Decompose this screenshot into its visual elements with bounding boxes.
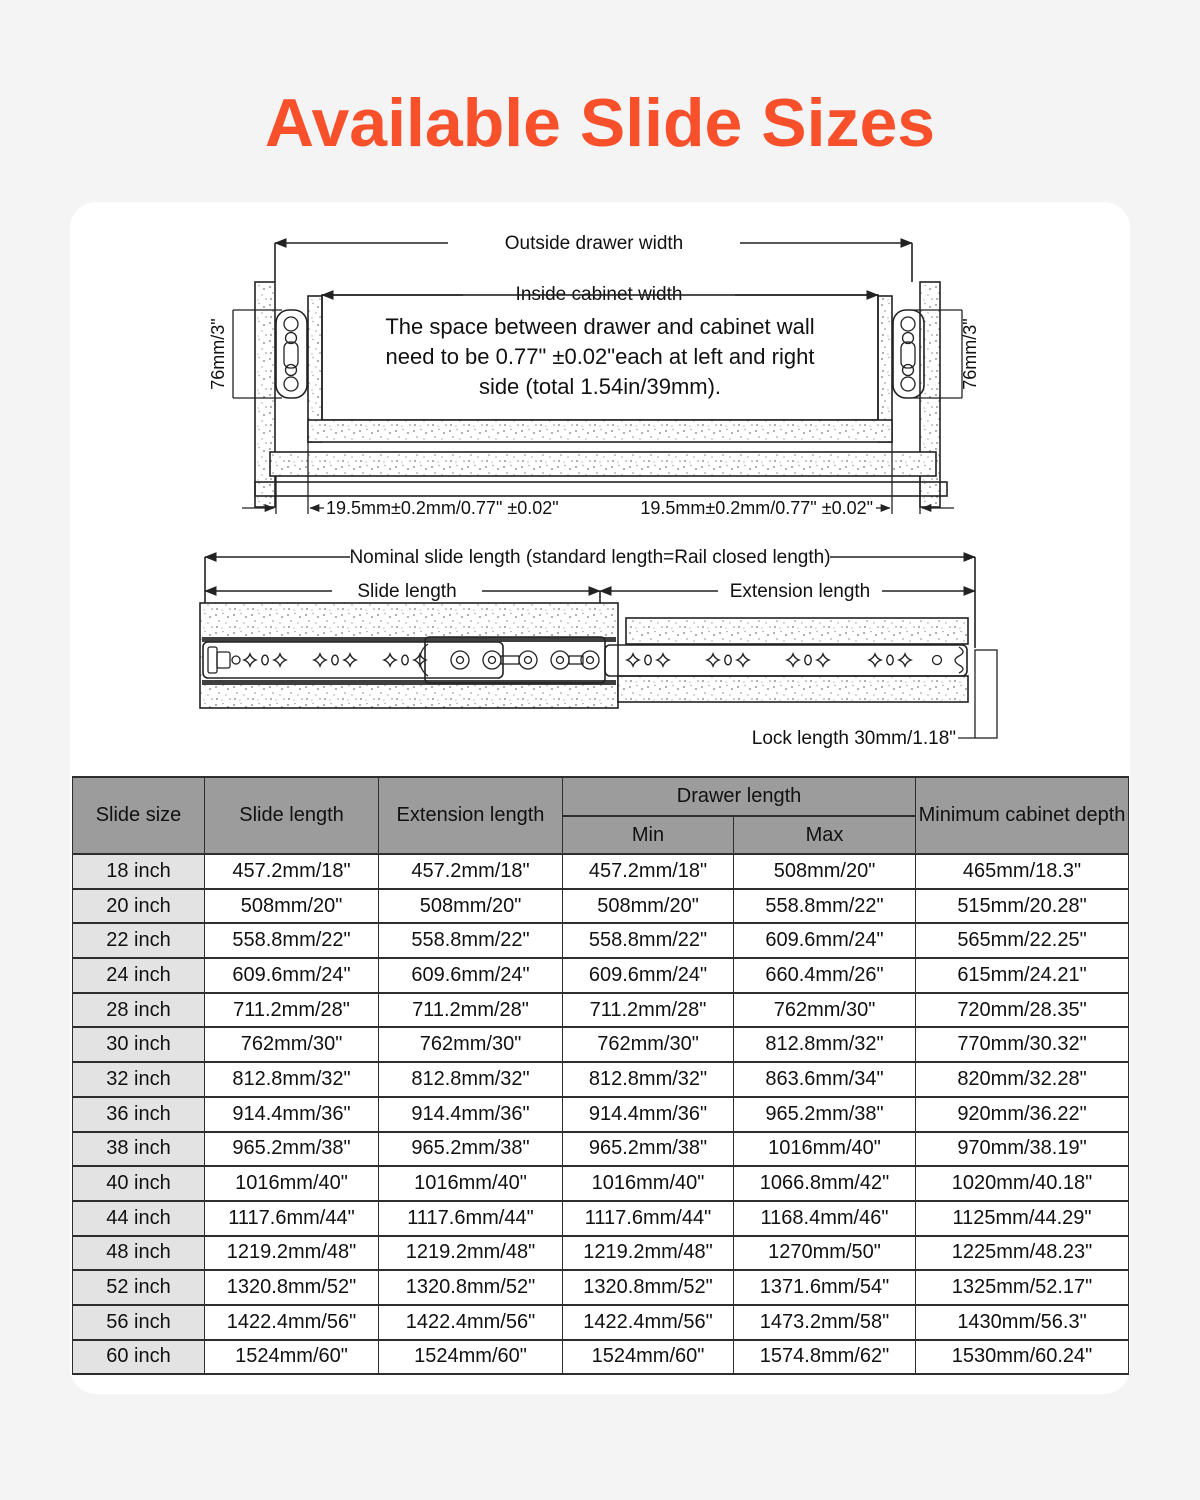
value-cell: 1016mm/40" <box>379 1166 563 1201</box>
slide-size-cell: 22 inch <box>73 923 205 958</box>
value-cell: 1225mm/48.23" <box>916 1236 1129 1271</box>
value-cell: 609.6mm/24" <box>563 958 734 993</box>
value-cell: 711.2mm/28" <box>205 993 379 1028</box>
value-cell: 812.8mm/32" <box>563 1062 734 1097</box>
cabinet-base-line <box>255 482 947 496</box>
value-cell: 920mm/36.22" <box>916 1097 1129 1132</box>
slide-size-cell: 52 inch <box>73 1270 205 1305</box>
value-cell: 660.4mm/26" <box>734 958 916 993</box>
value-cell: 711.2mm/28" <box>379 993 563 1028</box>
page-title: Available Slide Sizes <box>264 85 936 161</box>
drawer-member-top <box>626 618 968 644</box>
value-cell: 812.8mm/32" <box>734 1027 916 1062</box>
value-cell: 965.2mm/38" <box>734 1097 916 1132</box>
outside-width-dimension <box>275 233 912 282</box>
table-row <box>73 1132 1129 1167</box>
slide-length-label: Slide length <box>357 581 457 602</box>
value-cell: 558.8mm/22" <box>734 889 916 924</box>
value-cell: 1422.4mm/56" <box>563 1305 734 1340</box>
spacing-note-line1: The space between drawer and cabinet wall <box>385 314 815 339</box>
table-row <box>73 1062 1129 1097</box>
header-slide-length: Slide length <box>205 777 379 854</box>
drawer-bottom-panel <box>308 420 892 442</box>
value-cell: 812.8mm/32" <box>379 1062 563 1097</box>
drawer-width-diagram <box>70 212 1130 522</box>
value-cell: 508mm/20" <box>205 889 379 924</box>
value-cell: 1371.6mm/54" <box>734 1270 916 1305</box>
value-cell: 762mm/30" <box>205 1027 379 1062</box>
value-cell: 762mm/30" <box>734 993 916 1028</box>
value-cell: 1574.8mm/62" <box>734 1340 916 1375</box>
table-row <box>73 1236 1129 1271</box>
table-row <box>73 1340 1129 1375</box>
table-row <box>73 1027 1129 1062</box>
value-cell: 863.6mm/34" <box>734 1062 916 1097</box>
value-cell: 457.2mm/18" <box>379 854 563 889</box>
spacing-note-line3: side (total 1.54in/39mm). <box>478 374 722 399</box>
extension-rail <box>605 645 967 676</box>
slide-size-cell: 40 inch <box>73 1166 205 1201</box>
value-cell: 914.4mm/36" <box>563 1097 734 1132</box>
value-cell: 1320.8mm/52" <box>563 1270 734 1305</box>
value-cell: 558.8mm/22" <box>205 923 379 958</box>
value-cell: 914.4mm/36" <box>205 1097 379 1132</box>
value-cell: 770mm/30.32" <box>916 1027 1129 1062</box>
value-cell: 914.4mm/36" <box>379 1097 563 1132</box>
value-cell: 820mm/32.28" <box>916 1062 1129 1097</box>
slide-size-cell: 20 inch <box>73 889 205 924</box>
value-cell: 1219.2mm/48" <box>205 1236 379 1271</box>
value-cell: 457.2mm/18" <box>205 854 379 889</box>
value-cell: 720mm/28.35" <box>916 993 1129 1028</box>
value-cell: 1117.6mm/44" <box>563 1201 734 1236</box>
slide-size-cell: 56 inch <box>73 1305 205 1340</box>
header-extension-length: Extension length <box>379 777 563 854</box>
slide-size-table <box>72 776 1129 1375</box>
value-cell: 1066.8mm/42" <box>734 1166 916 1201</box>
gap-label-left: 19.5mm±0.2mm/0.77" ±0.02" <box>326 498 559 518</box>
gap-label-right: 19.5mm±0.2mm/0.77" ±0.02" <box>640 498 873 518</box>
outside-width-label: Outside drawer width <box>504 233 684 254</box>
spacing-note-line2: need to be 0.77" ±0.02"each at left and right <box>385 344 815 369</box>
value-cell: 965.2mm/38" <box>205 1132 379 1167</box>
slide-height-label-right: 76mm/3" <box>960 318 980 390</box>
value-cell: 1117.6mm/44" <box>205 1201 379 1236</box>
value-cell: 508mm/20" <box>734 854 916 889</box>
slide-size-cell: 18 inch <box>73 854 205 889</box>
slide-size-cell: 38 inch <box>73 1132 205 1167</box>
size-table-body <box>73 854 1129 1374</box>
value-cell: 508mm/20" <box>563 889 734 924</box>
value-cell: 1430mm/56.3" <box>916 1305 1129 1340</box>
header-drawer-max: Max <box>734 816 916 854</box>
value-cell: 1168.4mm/46" <box>734 1201 916 1236</box>
value-cell: 1473.2mm/58" <box>734 1305 916 1340</box>
table-row <box>73 993 1129 1028</box>
extension-length-label: Extension length <box>729 581 871 602</box>
value-cell: 711.2mm/28" <box>563 993 734 1028</box>
value-cell: 1016mm/40" <box>563 1166 734 1201</box>
table-header <box>73 777 1129 854</box>
value-cell: 1422.4mm/56" <box>379 1305 563 1340</box>
value-cell: 565mm/22.25" <box>916 923 1129 958</box>
value-cell: 609.6mm/24" <box>379 958 563 993</box>
value-cell: 558.8mm/22" <box>379 923 563 958</box>
header-drawer-length: Drawer length <box>563 777 916 816</box>
slide-size-cell: 28 inch <box>73 993 205 1028</box>
value-cell: 1219.2mm/48" <box>563 1236 734 1271</box>
table-row <box>73 889 1129 924</box>
value-cell: 1524mm/60" <box>205 1340 379 1375</box>
value-cell: 1270mm/50" <box>734 1236 916 1271</box>
table-row <box>73 923 1129 958</box>
rail-break-squiggle <box>955 647 963 673</box>
slide-size-cell: 60 inch <box>73 1340 205 1375</box>
value-cell: 965.2mm/38" <box>379 1132 563 1167</box>
value-cell: 1125mm/44.29" <box>916 1201 1129 1236</box>
table-row <box>73 854 1129 889</box>
value-cell: 812.8mm/32" <box>205 1062 379 1097</box>
header-slide-size: Slide size <box>73 777 205 854</box>
cabinet-bottom-panel <box>270 452 936 476</box>
slide-length-diagram <box>70 540 1130 770</box>
slide-size-cell: 32 inch <box>73 1062 205 1097</box>
value-cell: 1219.2mm/48" <box>379 1236 563 1271</box>
value-cell: 1117.6mm/44" <box>379 1201 563 1236</box>
value-cell: 1016mm/40" <box>205 1166 379 1201</box>
value-cell: 515mm/20.28" <box>916 889 1129 924</box>
value-cell: 609.6mm/24" <box>734 923 916 958</box>
table-row <box>73 1201 1129 1236</box>
value-cell: 965.2mm/38" <box>563 1132 734 1167</box>
value-cell: 465mm/18.3" <box>916 854 1129 889</box>
value-cell: 762mm/30" <box>563 1027 734 1062</box>
lock-length-label: Lock length 30mm/1.18" <box>751 728 956 749</box>
extension-length-dimension <box>600 581 975 602</box>
value-cell: 1016mm/40" <box>734 1132 916 1167</box>
value-cell: 1530mm/60.24" <box>916 1340 1129 1375</box>
slide-size-cell: 48 inch <box>73 1236 205 1271</box>
table-row <box>73 1305 1129 1340</box>
value-cell: 609.6mm/24" <box>205 958 379 993</box>
table-row <box>73 1166 1129 1201</box>
slide-size-cell: 36 inch <box>73 1097 205 1132</box>
table-row <box>73 1270 1129 1305</box>
value-cell: 1524mm/60" <box>379 1340 563 1375</box>
value-cell: 615mm/24.21" <box>916 958 1129 993</box>
value-cell: 1320.8mm/52" <box>379 1270 563 1305</box>
inside-width-label: Inside cabinet width <box>515 284 683 305</box>
table-row <box>73 958 1129 993</box>
value-cell: 762mm/30" <box>379 1027 563 1062</box>
value-cell: 1422.4mm/56" <box>205 1305 379 1340</box>
value-cell: 457.2mm/18" <box>563 854 734 889</box>
drawer-member-bottom <box>618 676 968 702</box>
nominal-length-label: Nominal slide length (standard length=Rail closed length) <box>349 547 831 568</box>
slide-cross-section-left <box>276 310 307 398</box>
header-min-cabinet-depth: Minimum cabinet depth <box>916 777 1129 854</box>
slide-size-cell: 44 inch <box>73 1201 205 1236</box>
slide-height-label-left: 76mm/3" <box>208 318 228 390</box>
value-cell: 508mm/20" <box>379 889 563 924</box>
header-drawer-min: Min <box>563 816 734 854</box>
value-cell: 1020mm/40.18" <box>916 1166 1129 1201</box>
value-cell: 1325mm/52.17" <box>916 1270 1129 1305</box>
value-cell: 970mm/38.19" <box>916 1132 1129 1167</box>
value-cell: 1320.8mm/52" <box>205 1270 379 1305</box>
slide-size-cell: 24 inch <box>73 958 205 993</box>
slide-size-cell: 30 inch <box>73 1027 205 1062</box>
value-cell: 1524mm/60" <box>563 1340 734 1375</box>
value-cell: 558.8mm/22" <box>563 923 734 958</box>
table-row <box>73 1097 1129 1132</box>
